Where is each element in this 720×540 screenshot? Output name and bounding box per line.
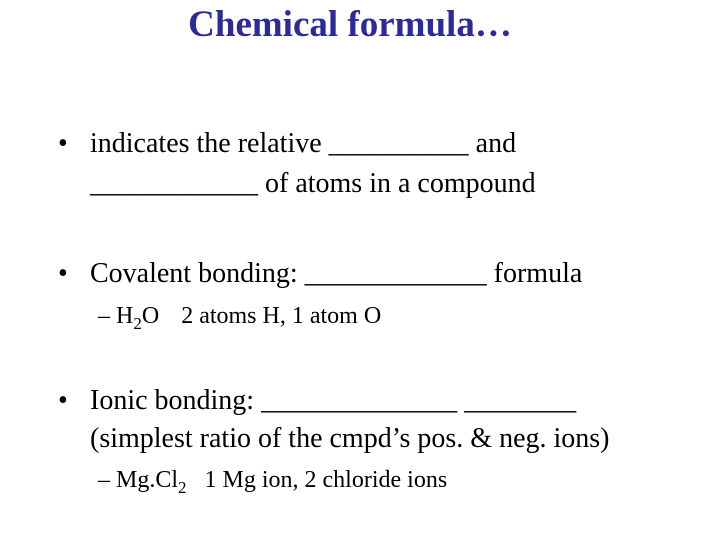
bullet-line: indicates the relative __________ and [90, 128, 517, 159]
dash-marker: – [98, 303, 110, 329]
bullet-line: ____________ of atoms in a compound [90, 168, 536, 199]
bullet-ionic-bonding [58, 382, 698, 462]
formula-description: 2 atoms H, 1 atom O [181, 303, 382, 329]
formula-description: 1 Mg ion, 2 chloride ions [204, 467, 448, 493]
chemical-formula: $H_2O$ [116, 303, 160, 333]
slide-title: Chemical formula… [188, 4, 512, 45]
sub-bullet-water-example [98, 301, 381, 331]
bullet-line: Covalent bonding: _____________ formula [90, 258, 583, 289]
dash-marker: – [98, 467, 110, 493]
chemical-formula: $Mg.Cl_2$ [116, 467, 187, 497]
bullet-marker: • [58, 128, 68, 159]
bullet-marker: • [58, 385, 68, 416]
bullet-line: Ionic bonding: ______________ ________ [90, 385, 577, 416]
bullet-marker: • [58, 258, 68, 289]
bullet-relative-atoms [58, 125, 698, 205]
bullet-line: (simplest ratio of the cmpd’s pos. & neg. ions) [90, 423, 610, 454]
sub-bullet-mgcl2-example [98, 465, 447, 495]
bullet-covalent-bonding [58, 255, 698, 295]
